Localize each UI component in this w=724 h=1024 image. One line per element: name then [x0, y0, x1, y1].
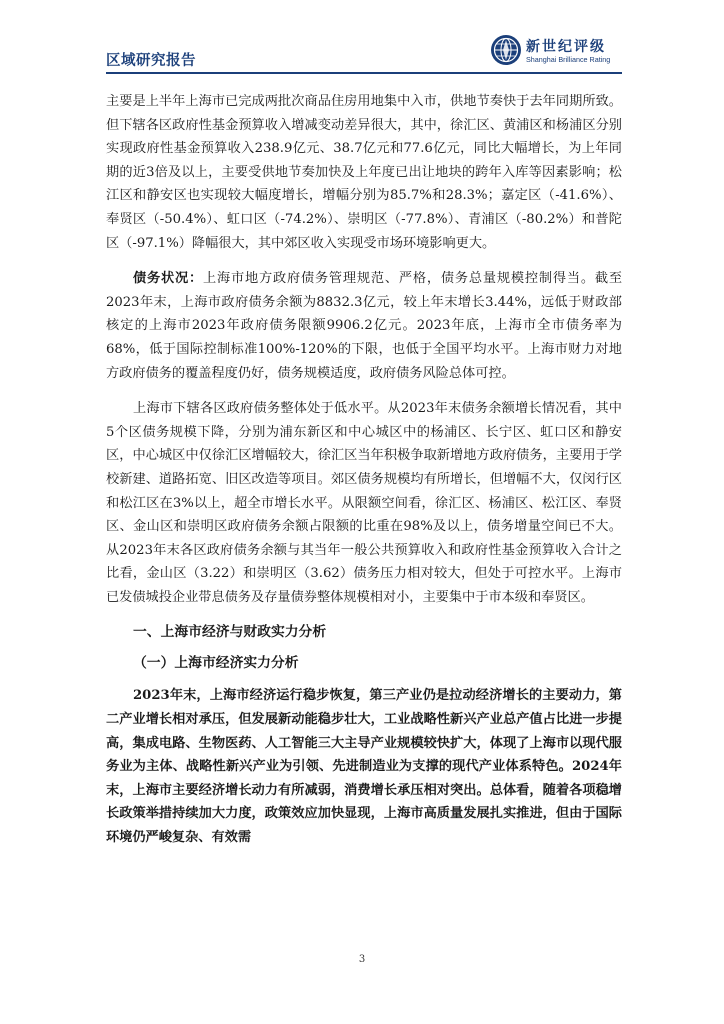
page-number: 3 — [358, 954, 366, 965]
debt-status-lead: 债务状况： — [133, 271, 203, 287]
paragraph-gap — [106, 255, 622, 267]
paragraph-debt-status — [106, 267, 622, 385]
heading-gap — [106, 644, 622, 652]
report-body — [106, 90, 622, 850]
paragraph-fund-revenue: 主要是上半年上海市已完成两批次商品住房用地集中入市，供地节奏快于去年同期所致。但下辖各区政府性基金预算收入增减变动差异很大，其中，徐汇区、黄浦区和杨浦区分别实现政府性基金预算收入238.9亿元、38.7亿元和77.6亿元，同比大幅增长，为上年同期的近3倍及以上，主要受供地节奏加快及上年度已出让地块的跨年入库等因素影响；松江区和静安区也实现较大幅度增长，增幅分别为85.7%和28.3%；嘉定区（-41.6%）、奉贤区（-50.4%）、虹口区（-74.2%）、崇明区（-77.8%）、青浦区（-80.2%）和普陀区（-97.1%）降幅很大，其中郊区收入实现受市场环境影响更大。 — [106, 94, 622, 251]
paragraph-gap — [106, 385, 622, 397]
subsection-heading: （一）上海市经济实力分析 — [133, 655, 299, 672]
report-category-title: 区域研究报告 — [106, 53, 196, 69]
brilliance-globe-icon — [490, 34, 522, 66]
heading-gap — [106, 675, 622, 684]
paragraph-economy-summary: 2023年末，上海市经济运行稳步恢复，第三产业仍是拉动经济增长的主要动力，第二产业增长相对承压，但发展新动能稳步壮大，工业战略性新兴产业总产值占比进一步提高，集成电路、生物医药、人工智能三大主导产业规模较快扩大，体现了上海市以现代服务业为主体、战略性新兴产业为引领、先进制造业为支撑的现代产业体系特色。2024年末，上海市主要经济增长动力有所减弱，消费增长承压相对突出。总体看，随着各项稳增长政策举措持续加大力度，政策效应加快显现，上海市高质量发展扎实推进，但由于国际环境仍严峻复杂、有效需 — [106, 688, 622, 846]
header-divider — [106, 72, 622, 74]
page-header — [106, 36, 622, 72]
paragraph-district-debt: 上海市下辖各区政府债务整体处于低水平。从2023年末债务余额增长情况看，其中5个区债务规模下降，分别为浦东新区和中心城区中的杨浦区、长宁区、虹口区和静安区，中心城区中仅徐汇区增幅较大，徐汇区当年积极争取新增地方政府债务，主要用于学校新建、道路拓宽、旧区改造等项目。郊区债务规模均有所增长，但增幅不大，仅闵行区和松江区在3%以上，超全市增长水平。从限额空间看，徐汇区、杨浦区、松江区、奉贤区、金山区和崇明区政府债务余额占限额的比重在98%及以上，债务增量空间已不大。从2023年末各区政府债务余额与其当年一般公共预算收入和政府性基金预算收入合计之比看，金山区（3.22）和崇明区（3.62）债务压力相对较大，但处于可控水平。上海市已发债城投企业带息债务及存量债券整体规模相对小，主要集中于市本级和奉贤区。 — [106, 401, 622, 605]
logo-chinese-name: 新世纪评级 — [526, 39, 606, 55]
logo-english-name: Shanghai Brilliance Rating — [526, 55, 611, 64]
section-heading: 一、上海市经济与财政实力分析 — [133, 624, 327, 641]
debt-status-text: 上海市地方政府债务管理规范、严格，债务总量规模控制得当。截至2023年末，上海市政府债务余额为8832.3亿元，较上年末增长3.44%，远低于财政部核定的上海市2023年政府债务限额9906.2亿元。2023年底，上海市全市债务率为68%，低于国际控制标准100%-120%的下限，也低于全国平均水平。上海市财力对地方政府债务的覆盖程度仍好，债务规模适度，政府债务风险总体可控。 — [106, 271, 623, 381]
brilliance-logo — [490, 34, 622, 68]
paragraph-gap — [106, 609, 622, 621]
